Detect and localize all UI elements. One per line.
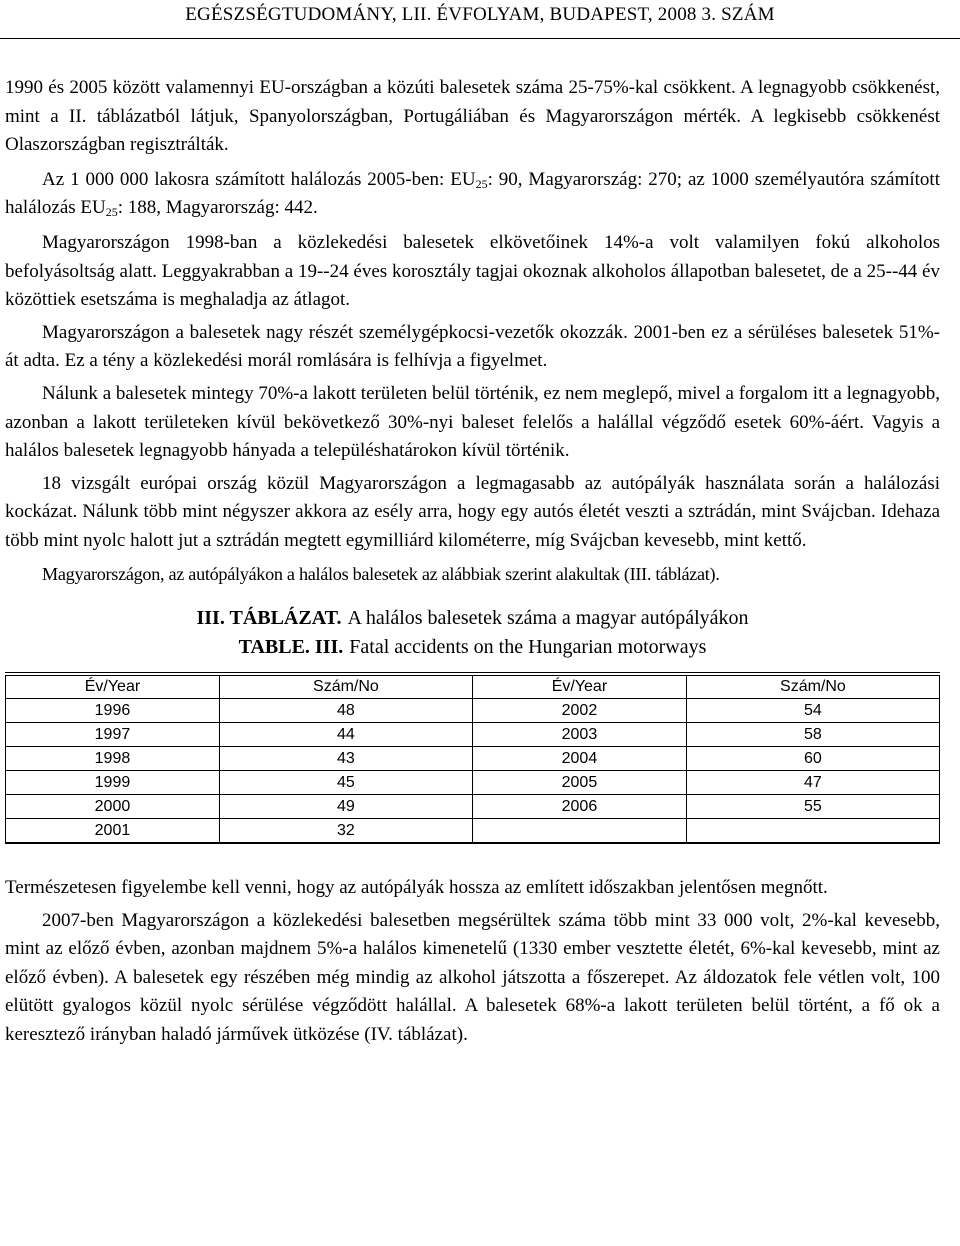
table-caption-hungarian [5, 604, 940, 633]
table-cell-count: 55 [686, 795, 939, 819]
table-cell-count: 49 [219, 795, 472, 819]
table-cell-year: 2001 [6, 819, 220, 844]
table-cell-year [472, 819, 686, 844]
table-row [6, 795, 940, 819]
table-cell-year: 1998 [6, 747, 220, 771]
column-header-count: Szám/No [686, 674, 939, 699]
table-cell-count: 48 [219, 699, 472, 723]
paragraph-2-text-a: Az 1 000 000 lakosra számított halálozás 2005-ben: EU [42, 168, 476, 190]
fatal-accidents-table [5, 672, 940, 844]
table-cell-year: 2003 [472, 723, 686, 747]
paragraph-2-subscript-1: 25 [475, 176, 488, 191]
column-header-year: Év/Year [6, 674, 220, 699]
column-header-count: Szám/No [219, 674, 472, 699]
table-cell-count: 60 [686, 747, 939, 771]
table-cell-count: 32 [219, 819, 472, 844]
paragraph-9: 2007-ben Magyarországon a közlekedési balesetben megsérültek száma több mint 33 000 volt, 2%-kal kevesebb, mint az előző évben, azonban majdnem 5%-a halálos kimenetelű (1330 ember vesztette életét, 6%-kal kevesebb, mint az előző évben). A balesetek egy részében még mindig az alkohol játszotta a főszerepet. Az áldozatok fele vétlen volt, 100 elütött gyalogos közül nyolc sérülése végződött halállal. A balesetek 68%-a lakott területen belül történt, a fő ok a keresztező irányban haladó járművek ütközése (IV. táblázat). [5, 909, 940, 1046]
paragraph-8: Természetesen figyelembe kell venni, hogy az autópályák hossza az említett időszakban jelentősen megnőtt. [5, 877, 828, 899]
table-cell-count: 45 [219, 771, 472, 795]
paragraph-2-text-b: : 90, Magyarország: 270; az 1000 személyautóra számított halálozás EU [5, 168, 940, 219]
article-body [5, 74, 940, 1050]
table-cell-year: 2004 [472, 747, 686, 771]
paragraph-6: 18 vizsgált európai ország közül Magyarországon a legmagasabb az autópályák használata során a halálozási kockázat. Nálunk több mint négyszer akkora az esély arra, hogy egy autós életét veszti a sztrádán, mint Svájcban. Idehaza több mint nyolc halott jut a sztrádán megtett egymilliárd kilométerre, míg Svájcban kevesebb, mint kettő. [5, 472, 940, 551]
paragraph-5: Nálunk a balesetek mintegy 70%-a lakott területen belül történik, ez nem meglepő, mivel a forgalom itt a legnagyobb, azonban a lakott területeken kívül bekövetkező 30%-nyi baleset felelős a halállal végződő esetek 60%-áért. Vagyis a halálos balesetek legnagyobb hányada a településhatárokon kívül történik. [5, 382, 940, 462]
table-cell-year: 2005 [472, 771, 686, 795]
table-caption [5, 604, 940, 662]
table-cell-year: 2006 [472, 795, 686, 819]
paragraph-3: Magyarországon 1998-ban a közlekedési balesetek elkövetőinek 14%-a volt valamilyen fokú alkoholos befolyásoltság alatt. Leggyakrabban a 19--24 éves korosztály tagjai okoznak alkoholos állapotban balesetet, de a 25--44 év közöttiek esetszáma is meghaladja az átlagot. [5, 231, 940, 311]
table-cell-year: 1997 [6, 723, 220, 747]
table-label-en: TABLE. III. [238, 636, 344, 659]
table-caption-english [5, 633, 940, 662]
table-header-row [6, 674, 940, 699]
table-title-en: Fatal accidents on the Hungarian motorways [349, 636, 707, 659]
table-cell-count [686, 819, 939, 844]
table-cell-count: 58 [686, 723, 939, 747]
paragraph-2-text-c: : 188, Magyarország: 442. [117, 197, 318, 219]
table-title-hu: A halálos balesetek száma a magyar autópályákon [347, 607, 749, 630]
table-row [6, 699, 940, 723]
table-row [6, 723, 940, 747]
table-cell-year: 1999 [6, 771, 220, 795]
header-divider [0, 38, 960, 39]
table-row [6, 747, 940, 771]
table-cell-count: 54 [686, 699, 939, 723]
table-row [6, 771, 940, 795]
paragraph-2 [5, 166, 940, 223]
table-cell-count: 47 [686, 771, 939, 795]
paragraph-4: Magyarországon a balesetek nagy részét személygépkocsi-vezetők okozzák. 2001-ben ez a sérüléses balesetek 51%-át adta. Ez a tény a közlekedési morál romlására is felhívja a figyelmet. [5, 321, 940, 372]
table-cell-year: 2002 [472, 699, 686, 723]
paragraph-2-subscript-2: 25 [105, 205, 118, 220]
paragraph-7: Magyarországon, az autópályákon a halálos balesetek az alábbiak szerint alakultak (III. táblázat). [42, 563, 720, 584]
table-cell-year: 2000 [6, 795, 220, 819]
column-header-year: Év/Year [472, 674, 686, 699]
paragraph-1: 1990 és 2005 között valamennyi EU-országban a közúti balesetek száma 25-75%-kal csökkent. A legnagyobb csökkenést, mint a II. táblázatból látjuk, Spanyolországban, Portugáliában és Magyarországon mérték. A legkisebb csökkenést Olaszországban regisztrálták. [5, 77, 940, 156]
table-label-hu: III. TÁBLÁZAT. [196, 607, 342, 630]
table-cell-count: 43 [219, 747, 472, 771]
journal-header: EGÉSZSÉGTUDOMÁNY, LII. ÉVFOLYAM, BUDAPEST, 2008 3. SZÁM [185, 4, 775, 25]
table-cell-count: 44 [219, 723, 472, 747]
table-cell-year: 1996 [6, 699, 220, 723]
table-row [6, 819, 940, 844]
